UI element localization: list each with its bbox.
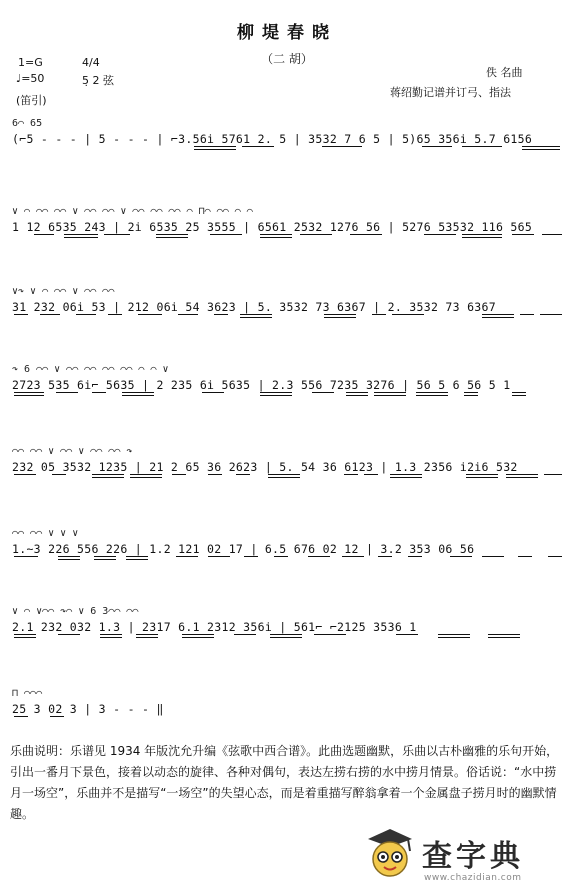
- string-tuning: 5̣ 2 弦: [82, 74, 114, 87]
- notation-line: 31 232 06i̇ 53 | 212 06i̇ 54 3623 | 5. 3532 73 6367 | 2. 3532 73 6367: [12, 300, 496, 314]
- instrument-subtitle: （二 胡）: [261, 52, 313, 66]
- tempo-mark: ♩=50: [16, 72, 45, 85]
- key-signature: 1=G: [18, 56, 43, 69]
- notation-line: 25 3 02 3 | 3 - - - ‖: [12, 702, 164, 716]
- score-row-2: [12, 206, 562, 260]
- score-row-7: [12, 606, 562, 660]
- arranger-credit: 蒋绍勤记谱并订弓、指法: [390, 86, 511, 99]
- notation-line: 2723 535 6i̇⌐ 5635 | 2 235 6i̇ 5635 | 2.3 556 7235 3276 | 56 5 6 56 5 1: [12, 378, 511, 392]
- articulation-marks: 6⌒ 65: [12, 118, 43, 129]
- watermark-url: www.chazidian.com: [424, 873, 522, 883]
- notation-line: 1.~3 226 556 226 | 1.2 121 02 17 | 6.5 676 02 12 | 3.2 353 06 56: [12, 542, 475, 556]
- articulation-marks: ⌒⌒ ⌒⌒ ∨ ∨ ∨: [12, 528, 79, 539]
- composer-credit: 佚 名曲: [486, 66, 523, 79]
- site-watermark: [360, 825, 560, 885]
- piece-title: 柳堤春晓: [237, 23, 337, 43]
- score-row-1: [12, 118, 562, 172]
- notation-line: 1 12 6535 243 | 2i̇ 6535 25 3555 | 6561 2532 1276 56 | 5276 53532 116 565: [12, 220, 533, 234]
- watermark-text: 查字典: [422, 839, 524, 874]
- articulation-marks: ∨ ⌒ ⌒⌒ ⌒⌒ ∨ ⌒⌒ ⌒⌒ ∨ ⌒⌒ ⌒⌒ ⌒⌒ ⌒ ⊓⌒ ⌒⌒ ⌒ ⌒: [12, 206, 253, 217]
- piece-description: 乐曲说明：乐谱见 1934 年版沈允升编《弦歌中西合谱》。此曲选题幽默，乐曲以古朴幽雅的乐句开始，引出一番月下景色，接着以动态的旋律、各种对偶句，表达左捞右捞的水中捞月情景。俗话说：“水中捞月一场空”，乐曲并不是描写“一场空”的失望心态，而是着重描写醉翁拿着一个金属盘子捞月时的幽默情趣。: [10, 744, 559, 821]
- mascot-logo-icon: [360, 825, 420, 883]
- notation-line: 232 05 3532 1235 | 21 2 65 36 2623 | 5. 54 36 6123 | 1.3 2356 i̇2i̇6 532: [12, 460, 518, 474]
- score-row-8: [12, 688, 562, 742]
- intro-instrument: (笛引): [16, 94, 47, 107]
- score-row-3: [12, 286, 562, 340]
- time-signature: 4/4: [82, 56, 100, 69]
- articulation-marks: ↷ 6 ⌒⌒ ∨ ⌒⌒ ⌒⌒ ⌒⌒ ⌒⌒ ⌒ ⌒ ∨: [12, 364, 169, 375]
- articulation-marks: ⌒⌒ ⌒⌒ ∨ ⌒⌒ ∨ ⌒⌒ ⌒⌒ ↷: [12, 446, 133, 457]
- articulation-marks: ⊓ ⌒⌒⌒: [12, 688, 43, 699]
- articulation-marks: ∨ ⌒ ∨⌒⌒ ↷⌒ ∨ 6 3⌒⌒ ⌒⌒: [12, 606, 139, 617]
- score-row-6: [12, 528, 562, 582]
- notation-line: (⌐5 - - - | 5 - - - | ⌐3.56i̇ 5761 2. 5 | 3532 7 6 5 | 5)65 356i̇ 5.7 6156: [12, 132, 533, 146]
- score-row-4: [12, 364, 562, 418]
- articulation-marks: ∨↷ ∨ ⌒ ⌒⌒ ∨ ⌒⌒ ⌒⌒: [12, 286, 115, 297]
- score-row-5: [12, 446, 562, 500]
- notation-line: 2.1 232 032 1.3 | 2317 6.1 2312 356i̇ | 561⌐ ⌐2125 3536 1: [12, 620, 417, 634]
